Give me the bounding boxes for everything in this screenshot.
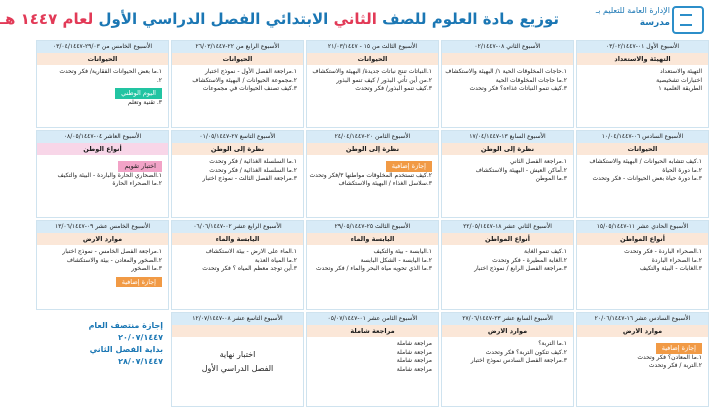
week-cell — [441, 40, 574, 128]
note-line: ٢٠/٠٧/١٤٤٧ — [118, 333, 163, 342]
week-header: الأسبوع السابع عشر ٢٣-٢٧/٠٦/١٤٤٧ — [442, 313, 573, 325]
lesson-item: ٢. — [156, 76, 162, 84]
lesson-item: ١.مراجعة الفصل الخامس - نموذج اختبار — [62, 248, 162, 255]
lesson-item: ١.الماء على الارض - بيئة الاستكشاف — [205, 248, 297, 255]
lesson-list — [307, 65, 438, 97]
lesson-item: ٢.الغابة المطيرة - فكر وتحدث — [492, 256, 567, 264]
lesson-list — [37, 155, 168, 192]
unit-label: اليابسة والماء — [172, 233, 303, 245]
lesson-item: ٣.ما دورة حياة بعض الحيوانات - فكر وتحدث — [592, 175, 702, 183]
lesson-item: مراجعة شاملة — [396, 340, 432, 347]
lesson-item: ٣.كيف تصنف الحيوانات في مجموعات — [202, 85, 297, 93]
unit-label: الحيوانات — [37, 53, 168, 65]
lesson-item: ٣.ما الموطن — [535, 175, 567, 183]
lesson-item: ١.كيف تتشابه الحيوانات / البهيئة والاستكشاف — [589, 158, 702, 165]
lesson-item: ١.مراجعة الفصل الثاني — [509, 158, 567, 165]
unit-label: أنواع الوطن — [37, 143, 168, 155]
lesson-item: ٢.ما دورة الحياة — [662, 166, 702, 174]
unit-label: الحيوانات — [577, 143, 708, 155]
week-header: الأسبوع الثالث من ١٥ - ٢١/٠٣/١٤٤٧ — [307, 41, 438, 53]
lesson-item: ١.ما بعض الحيوانات الفقارية/ فكر وتحدث — [59, 68, 162, 75]
lesson-item: ٢.مجموعة الحيوانات / البهيئة والاستكشاف — [192, 76, 297, 84]
lesson-item: ١.الصحراء الباردة - فكر وتحدث — [624, 248, 702, 255]
unit-label: نظرة إلى الوطن — [442, 143, 573, 155]
lesson-item: ٢.ما المياه العذبة — [254, 256, 297, 264]
week-cell — [576, 130, 709, 218]
lesson-item: ٣.كيف تنمو النباتات غذاءه؟ فكر وتحدث — [469, 85, 567, 93]
page-title: توزيع مادة العلوم للصف الثاني الابتدائي الفصل الدراسي الأول لعام ١٤٤٧ هـ — [0, 10, 559, 28]
week-cell — [576, 220, 709, 310]
unit-label: موارد الارض — [442, 325, 573, 337]
week-header: الأسبوع السادس ٠٦-١٠/٠٤/١٤٤٧ — [577, 131, 708, 143]
final-exam-line: الفصل الدراسي الأول — [201, 364, 274, 373]
lesson-item: ٢.ما اليابسة - الشكل البابسة — [360, 256, 432, 264]
lesson-item: ٢.كيف تستخدم المخلوقات مواطنها ٣/فكر وتحدث — [309, 171, 432, 179]
week-cell — [576, 312, 709, 407]
lesson-item: ١.الصحاري الحارة والباردة - البيئة والتكيف — [57, 171, 162, 179]
week-header: الأسبوع التاسع ٢٧-٠١/٠٥/١٤٤٧ — [172, 131, 303, 143]
lesson-item: اختبارات تشخيصية — [656, 76, 702, 84]
unit-label: نظرة إلى الوطن — [307, 143, 438, 155]
lesson-list — [172, 155, 303, 187]
week-header: الأسبوع الخامس من ٢٩/٠٣-٠٣/٠٤/١٤٤٧ — [37, 41, 168, 53]
lesson-item: ١.ما المعادن؟ فكر وتحدث — [637, 353, 702, 361]
lesson-list — [577, 155, 708, 187]
unit-label: الحيوانات — [172, 53, 303, 65]
lesson-item: ١.حاجات المخلوقات الحية ١/ البهيئة والاستكشاف — [445, 68, 567, 75]
note-line: بداية الفصل الثاني — [89, 345, 163, 354]
notes-block — [36, 312, 169, 371]
week-cell — [306, 312, 439, 407]
lesson-item: ٣.كيف تنمو البذور/ فكر وتحدث — [355, 85, 432, 93]
logo-icon — [672, 6, 704, 34]
lesson-list — [577, 245, 708, 277]
week-cell — [36, 312, 169, 407]
lesson-item: ١.ما التربة؟ — [538, 340, 567, 347]
lesson-list — [577, 337, 708, 374]
final-exam-line: اختبار نهاية — [219, 350, 256, 359]
week-header: الأسبوع العاشر ٠٤-٠٨/٠٥/١٤٤٧ — [37, 131, 168, 143]
note-line: ٢٨/٠٧/١٤٤٧ — [118, 357, 163, 366]
week-header: الأسبوع الرابع عشر ٠٢-٠٦/٠٦/١٤٤٧ — [172, 221, 303, 233]
week-cell — [36, 220, 169, 310]
week-cell — [441, 130, 574, 218]
lesson-list — [172, 245, 303, 277]
week-header: الأسبوع السابع ١٣-١٧/٠٤/١٤٤٧ — [442, 131, 573, 143]
week-header: الأسبوع الحادي عشر ١١-١٥/٠٥/١٤٤٧ — [577, 221, 708, 233]
event-tag: اختبار تقويم — [118, 161, 162, 172]
lesson-item: ٣.ما الصخور — [131, 265, 162, 273]
event-tag: اليوم الوطني — [115, 88, 162, 99]
lesson-list — [307, 245, 438, 277]
lesson-item: ٣.مراجعة الفصل الرابع / نموذج اختبار — [474, 265, 567, 273]
week-header: الأسبوع الثاني ٠٨-٠٢/١٤٤٧ — [442, 41, 573, 53]
week-cell — [576, 40, 709, 128]
week-cell — [441, 220, 574, 310]
lesson-item: ٣.مراجعة الفصل السادس نموذج اختبار — [470, 357, 567, 365]
week-header: الأسبوع التاسع عشر ٠٨-١٢/٠٧/١٤٤٧ — [172, 313, 303, 325]
lesson-item: ٣.مراجعة الفصل الثالث - نموذج اختبار — [202, 175, 297, 183]
week-cell — [36, 130, 169, 218]
lesson-item: التهيئة والاستعداد — [659, 68, 702, 75]
lesson-list — [307, 337, 438, 377]
lesson-list — [577, 65, 708, 97]
org-line-1: الإدارة العامة للتعليم بـ — [595, 6, 670, 15]
lesson-item: ٣.الغابات - البيئة والتكيف — [639, 265, 702, 273]
week-cell — [171, 130, 304, 218]
header — [0, 0, 709, 40]
unit-label: موارد الارض — [577, 325, 708, 337]
lesson-item: مراجعة شاملة — [396, 357, 432, 365]
lesson-item: ١.ما السلسلة الغذائية / فكر وتحدث — [209, 158, 297, 165]
unit-label: التهيئة والاستعداد — [577, 53, 708, 65]
org-line-2: مدرسة — [639, 18, 670, 28]
unit-label: مراجعة شاملة — [307, 325, 438, 337]
week-cell — [306, 130, 439, 218]
final-exam-label — [178, 328, 297, 400]
lesson-list — [37, 65, 168, 110]
week-cell — [306, 220, 439, 310]
schedule-grid — [34, 40, 709, 407]
lesson-item: ١.كيف تنمو الغابة — [524, 248, 567, 255]
lesson-item: مراجعة شاملة — [396, 365, 432, 373]
week-header: الأسبوع السادس عشر ١٦-٢٠/٠٦/١٤٤٧ — [577, 313, 708, 325]
week-header: الأسبوع الأول ٠١-٠٣/٠٢/١٤٤٧ — [577, 41, 708, 53]
unit-label: موارد الارض — [37, 233, 168, 245]
ministry-logo — [564, 4, 704, 36]
lesson-item: ٢.ما الصحراء الباردة — [651, 256, 702, 264]
lesson-item: ٢.أماكن العيش - البهيئة والاستكشاف — [475, 166, 567, 174]
lesson-item: مراجعة شاملة — [396, 348, 432, 356]
lesson-list — [442, 337, 573, 369]
lesson-item: ١.مراجعة الفصل الأول - نموذج اختبار — [205, 68, 297, 75]
lesson-list — [442, 155, 573, 187]
unit-label — [442, 53, 573, 65]
lesson-list — [37, 245, 168, 290]
unit-label: نظرة إلى الوطن — [172, 143, 303, 155]
week-header: الأسبوع الثالث ٢٥-٢٩/٠٥/١٤٤٧ — [307, 221, 438, 233]
week-cell — [171, 312, 304, 407]
lesson-item: ٣.سلاسل الغذاء / البهيئة والاستكشاف — [338, 180, 432, 188]
unit-label: الحيوانات — [307, 53, 438, 65]
event-tag: إجازة إضافية — [386, 161, 432, 172]
week-header: الأسبوع الخامس عشر ٠٩-١٣/٠٦/١٤٤٧ — [37, 221, 168, 233]
lesson-item: الطريقة العلمية ١ — [658, 85, 702, 93]
lesson-list — [442, 245, 573, 277]
week-cell — [441, 312, 574, 407]
lesson-item: ١.اليابسة - بيئة والتكيف — [373, 248, 432, 255]
lesson-item: ٣.ما الذي تحويه مياه البحر والماء / فكر وتحدث — [315, 265, 432, 273]
lesson-item: ٢.كيف تتكون التربة؟ فكر وتحدث — [485, 348, 567, 356]
lesson-item: ٢.التربة / فكر وتحدث — [648, 362, 702, 370]
lesson-list — [442, 65, 573, 97]
lesson-item: ٢.ما الصحراء الحارة — [112, 180, 162, 188]
unit-label: أنواع المواطن — [442, 233, 573, 245]
unit-label: أنواع المواطن — [577, 233, 708, 245]
event-tag: إجازة إضافية — [116, 277, 162, 288]
lesson-item: ٣.أين توجد معظم المياه ؟ فكر وتحدث — [202, 265, 297, 273]
week-header: الأسبوع الرابع من ٢٢-٢٦/٠٣/١٤٤٧ — [172, 41, 303, 53]
lesson-list — [307, 155, 438, 192]
note-line: إجازة منتصف العام — [88, 321, 163, 330]
week-cell — [171, 220, 304, 310]
week-header: الأسبوع الثاني عشر ١٨-٢٢/٠٥/١٤٤٧ — [442, 221, 573, 233]
week-header: الأسبوع الثامن ٢٠-٢٤/٠٤/١٤٤٧ — [307, 131, 438, 143]
lesson-item: ١.النباتات تنتج نباتات جديدة/ البهيئة والاستكشاف — [312, 68, 432, 75]
lesson-list — [172, 65, 303, 97]
lesson-item: ٢.الصخور والمعادن - بيئة والاستكشاف — [66, 256, 162, 264]
lesson-item: ٢.من أين تأتي البذور / كيف تنمو البذور — [336, 76, 432, 84]
lesson-item: ٢.ما حاجات المخلوقات الحية — [495, 76, 567, 84]
week-cell — [306, 40, 439, 128]
week-header: الأسبوع الثامن عشر ٠١-٠٥/٠٧/١٤٤٧ — [307, 313, 438, 325]
event-tag: إجازة إضافية — [656, 343, 702, 354]
unit-label: اليابسة والماء — [307, 233, 438, 245]
week-cell — [36, 40, 169, 128]
week-cell — [171, 40, 304, 128]
lesson-item: ٣. تقنية وتعلم — [128, 98, 162, 106]
lesson-item: ٢.ما السلسلة الغذائية / فكر وتحدث — [209, 166, 297, 174]
